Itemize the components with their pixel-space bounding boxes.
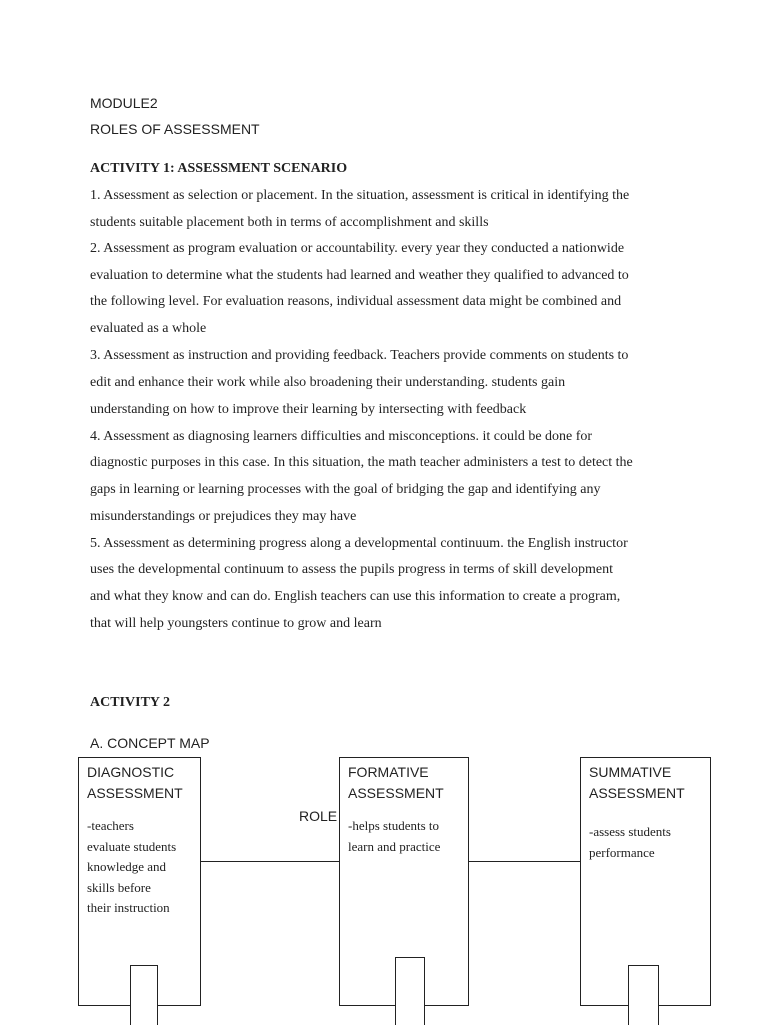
activity2-heading: ACTIVITY 2 (90, 695, 170, 710)
connector-stub (130, 965, 158, 1025)
connector-line (200, 861, 340, 862)
activity1-line: uses the developmental continuum to assess the pupils progress in terms of skill development (90, 562, 613, 577)
box-title: FORMATIVE (348, 764, 429, 780)
box-text: -helps students to (348, 818, 439, 833)
box-title: DIAGNOSTIC (87, 764, 175, 780)
activity1-line: and what they know and can do. English teachers can use this information to create a program, (90, 589, 621, 604)
box-text: knowledge and (87, 859, 167, 874)
connector-stub (395, 957, 425, 1025)
concept-map-heading: A. CONCEPT MAP (90, 735, 210, 751)
box-text: learn and practice (348, 838, 441, 854)
activity1-line: evaluated as a whole (90, 321, 207, 336)
connector-stub (628, 965, 659, 1025)
box-title: ASSESSMENT (589, 785, 685, 801)
activity1-line: diagnostic purposes in this case. In this situation, the math teacher administers a test to detect the (90, 455, 633, 470)
activity1-line: 3. Assessment as instruction and providing feedback. Teachers provide comments on students to (90, 348, 629, 363)
activity1-line: gaps in learning or learning processes with the goal of bridging the gap and identifying any (90, 482, 601, 497)
box-text: evaluate students (87, 838, 177, 854)
box-text: -assess students (589, 824, 671, 839)
activity1-line: 2. Assessment as program evaluation or accountability. every year they conducted a nationwide (90, 241, 625, 256)
activity1-line: understanding on how to improve their learning by intersecting with feedback (90, 402, 527, 417)
box-title: ASSESSMENT (348, 785, 444, 801)
box-title: ASSESSMENT (87, 785, 183, 801)
module-label: MODULE2 (90, 95, 158, 111)
page-title: ROLES OF ASSESSMENT (90, 121, 260, 137)
activity1-line: evaluation to determine what the students had learned and weather they qualified to advanced to (90, 268, 629, 283)
box-text: performance (589, 844, 655, 860)
box-text: skills before (87, 879, 151, 895)
activity1-line: misunderstandings or prejudices they may have (90, 509, 357, 524)
activity1-line: students suitable placement both in terms of accomplishment and skills (90, 215, 489, 230)
activity1-line: 5. Assessment as determining progress along a developmental continuum. the English instructor (90, 536, 628, 551)
center-label: ROLE (299, 808, 338, 824)
activity1-line: edit and enhance their work while also broadening their understanding. students gain (90, 375, 566, 390)
box-text: -teachers (87, 818, 134, 833)
box-title: SUMMATIVE (589, 764, 672, 780)
connector-line (468, 861, 580, 862)
activity1-line: 4. Assessment as diagnosing learners difficulties and misconceptions. it could be done for (90, 429, 593, 444)
activity1-line: the following level. For evaluation reasons, individual assessment data might be combined and (90, 294, 622, 309)
box-text: their instruction (87, 900, 170, 915)
activity1-line: 1. Assessment as selection or placement. In the situation, assessment is critical in identifying the (90, 188, 630, 203)
activity1-line: that will help youngsters continue to grow and learn (90, 616, 382, 631)
activity1-heading: ACTIVITY 1: ASSESSMENT SCENARIO (90, 161, 348, 176)
